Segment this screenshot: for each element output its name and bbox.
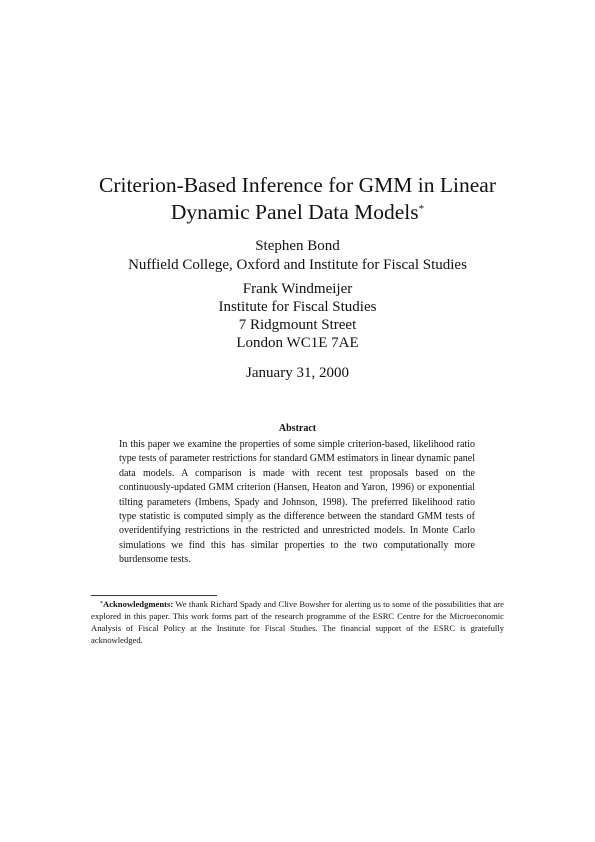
title-footnote-marker: * <box>418 203 425 215</box>
author-2-affiliation-line-3: London WC1E 7AE <box>236 335 359 351</box>
author-2-name: Frank Windmeijer <box>242 281 353 297</box>
author-1-name: Stephen Bond <box>255 238 340 254</box>
title-line-2 <box>60 199 535 226</box>
title-line-2-text: Dynamic Panel Data Models <box>170 200 419 224</box>
author-2-affiliation-line-2: 7 Ridgmount Street <box>238 317 357 333</box>
footnote-text: We thank Richard Spady and Clive Bowsher for alerting us to some of the possibilities that are explored in this paper. This work forms part of the research programme of the ESRC Centre for the Microeconomic Analysis of Fiscal Policy at the Institute for Fiscal Studies. The financial support of the ESRC is gratefully acknowledged. <box>91 599 504 645</box>
abstract-heading: Abstract <box>278 423 317 434</box>
author-2-affiliation-line-1: Institute for Fiscal Studies <box>218 299 377 315</box>
abstract-body: In this paper we examine the properties of some simple criterion-based, likelihood ratio type tests of parameter restrictions for standard GMM estimators in linear dynamic panel data models. A comparison is made with recent test proposals based on the continuously-updated GMM criterion (Hansen, Heaton and Yaron, 1996) or exponential tilting parameters (Imbens, Spady and Johnson, 1998). The preferred likelihood ratio type statistic is computed simply as the difference between the standard GMM tests of overidentifying restrictions in the restricted and unrestricted models. In Monte Carlo simulations we find this has similar properties to the two computationally more burdensome tests. <box>119 439 476 566</box>
paper-title <box>60 172 535 226</box>
footnote <box>91 598 504 646</box>
paper-date: January 31, 2000 <box>246 365 349 381</box>
footnote-divider <box>91 595 217 596</box>
title-line-1: Criterion-Based Inference for GMM in Linear <box>98 173 496 197</box>
footnote-marker: * <box>100 601 103 607</box>
footnote-label: Acknowledgments: <box>103 599 174 609</box>
author-1-affiliation: Nuffield College, Oxford and Institute for Fiscal Studies <box>128 257 467 273</box>
